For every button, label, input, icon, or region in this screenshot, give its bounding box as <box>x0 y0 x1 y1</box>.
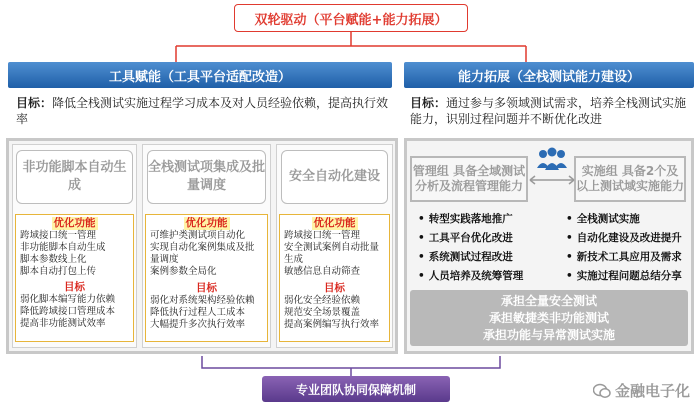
opt-item: 跨域接口统一管理 <box>20 230 97 241</box>
opt-item: 脚本参数线上化 <box>20 254 87 265</box>
bullet-item: • 转型实践落地推广 <box>418 213 513 225</box>
opt-title-3: 优化功能 <box>313 217 356 229</box>
opt-item: 非功能脚本自动生成 <box>20 242 106 253</box>
goal-title-2: 目标 <box>196 282 217 294</box>
opt-item: 脚本自动打包上传 <box>20 266 97 277</box>
detail-card-2 <box>145 214 268 342</box>
bullet-item: • 人员培养及统筹管理 <box>418 270 523 282</box>
goal-title-1: 目标 <box>64 281 85 293</box>
bullet-item: • 工具平台优化改进 <box>418 232 513 244</box>
bullet-item: • 全栈测试实施 <box>566 213 640 225</box>
right-goal-label: 目标： <box>410 96 447 110</box>
goal-item: 大幅提升多次执行效率 <box>150 319 246 330</box>
bullets-left <box>418 210 558 286</box>
left-goal-label: 目标： <box>16 96 53 110</box>
bullet-item: • 实施过程问题总结分享 <box>566 270 682 282</box>
opt-item: 敏感信息自动筛查 <box>284 266 361 277</box>
watermark-text: 金融电子化 <box>614 382 690 400</box>
capability-script-gen: 非功能脚本自动生成 <box>16 150 133 204</box>
bullet-item: • 自动化建设及改进提升 <box>566 232 682 244</box>
detail-card-1 <box>15 214 134 342</box>
duty-item: 承担敏捷类非功能测试 <box>488 310 609 325</box>
goal-item: 弱化脚本编写能力依赖 <box>20 294 116 305</box>
right-header: 能力拓展（全栈测试能力建设） <box>404 62 694 88</box>
left-goal <box>16 95 390 127</box>
opt-title-2: 优化功能 <box>185 217 228 229</box>
opt-item: 安全测试案例自动批量生成 <box>284 242 380 265</box>
capability-batch-schedule: 全栈测试项集成及批量调度 <box>147 150 266 204</box>
management-group: 管理组 具备全域测试分析及流程管理能力 <box>410 156 528 202</box>
goal-item: 弱化安全经验依赖 <box>284 295 361 306</box>
right-goal <box>410 95 694 127</box>
goal-item: 提高案例编写执行效率 <box>284 319 380 330</box>
right-goal-text: 通过参与多领域测试需求，培养全栈测试实施能力，识别过程问题并不断优化改进 <box>410 96 687 126</box>
opt-item: 可维护类测试项自动化 <box>150 230 246 241</box>
connector-lines <box>0 0 700 70</box>
goal-item: 提高非功能测试效率 <box>20 318 106 329</box>
left-header: 工具赋能（工具平台适配改造） <box>8 62 392 88</box>
goal-item: 降低跨域接口管理成本 <box>20 306 116 317</box>
bullet-item: • 系统测试过程改进 <box>418 251 513 263</box>
goal-item: 规范安全场景覆盖 <box>284 307 361 318</box>
opt-title-1: 优化功能 <box>53 217 96 229</box>
top-title: 双轮驱动（平台赋能+能力拓展） <box>234 4 468 32</box>
bottom-banner: 专业团队协同保障机制 <box>262 376 450 402</box>
duty-item: 承担全量安全测试 <box>500 293 597 308</box>
duties-box <box>410 290 688 346</box>
goal-item: 降低执行过程人工成本 <box>150 307 246 318</box>
capability-security-automation: 安全自动化建设 <box>281 150 388 204</box>
watermark <box>593 380 690 401</box>
opt-item: 实现自动化案例集成及批量调度 <box>150 242 255 265</box>
detail-card-3 <box>279 214 390 342</box>
left-goal-text: 降低全栈测试实施过程学习成本及对人员经验依赖，提高执行效率 <box>16 96 389 126</box>
opt-item: 案例参数全局化 <box>150 266 217 277</box>
duty-item: 承担功能与异常测试实施 <box>482 327 615 342</box>
goal-item: 弱化对系统架构经验依赖 <box>150 295 255 306</box>
double-arrow <box>526 170 578 190</box>
implementation-group: 实施组 具备2个及以上测试域实施能力 <box>574 156 686 202</box>
wechat-icon <box>593 383 611 399</box>
goal-title-3: 目标 <box>324 282 345 294</box>
bullet-item: • 新技术工具应用及需求 <box>566 251 682 263</box>
bullets-right <box>566 210 692 286</box>
opt-item: 跨域接口统一管理 <box>284 230 361 241</box>
